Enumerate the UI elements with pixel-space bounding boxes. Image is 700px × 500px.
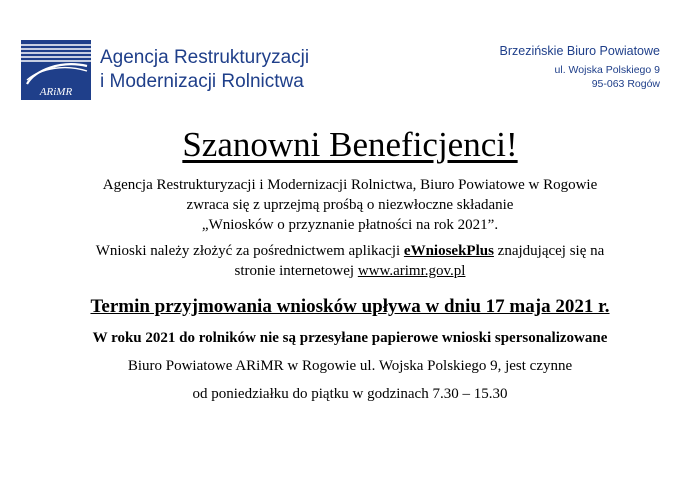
app-name: eWniosekPlus xyxy=(403,243,494,259)
office-address xyxy=(500,42,661,91)
arimr-logo xyxy=(21,40,91,100)
notice-body xyxy=(0,125,700,404)
office-hours-line2: od poniedziałku do piątku w godzinach 7.30 – 15.30 xyxy=(192,386,508,402)
intro-line2: zwraca się z uprzejmą prośbą o niezwłoczne składanie xyxy=(186,197,514,213)
deadline-heading: Termin przyjmowania wniosków upływa w dniu 17 maja 2021 r. xyxy=(90,296,610,317)
logo-abbr: ARiMR xyxy=(39,86,73,98)
website-link[interactable]: www.arimr.gov.pl xyxy=(357,263,466,279)
submission-paragraph xyxy=(0,241,700,281)
website-text: stronie internetowej xyxy=(234,263,358,279)
letterhead xyxy=(0,0,700,110)
submission-text-after: znajdującej się na xyxy=(493,243,605,259)
submission-text: Wnioski należy złożyć za pośrednictwem aplikacji xyxy=(95,243,404,259)
office-name: Brzezińskie Biuro Powiatowe xyxy=(499,44,660,58)
agency-name xyxy=(100,46,309,94)
agency-name-line1: Agencja Restrukturyzacji xyxy=(100,47,310,68)
office-city: 95-063 Rogów xyxy=(591,78,660,90)
intro-line3: „Wniosków o przyznanie płatności na rok 2021”. xyxy=(201,217,499,233)
page-title: Szanowni Beneficjenci! xyxy=(182,125,518,164)
office-hours-line1: Biuro Powiatowe ARiMR w Rogowie ul. Wojska Polskiego 9, jest czynne xyxy=(127,358,573,374)
agency-name-line2: i Modernizacji Rolnictwa xyxy=(100,71,304,92)
intro-paragraph xyxy=(0,175,700,235)
office-street: ul. Wojska Polskiego 9 xyxy=(554,64,660,76)
intro-line1: Agencja Restrukturyzacji i Modernizacji Rolnictwa, Biuro Powiatowe w Rogowie xyxy=(102,177,598,193)
paper-forms-notice: W roku 2021 do rolników nie są przesyłane papierowe wnioski spersonalizowane xyxy=(92,330,608,346)
